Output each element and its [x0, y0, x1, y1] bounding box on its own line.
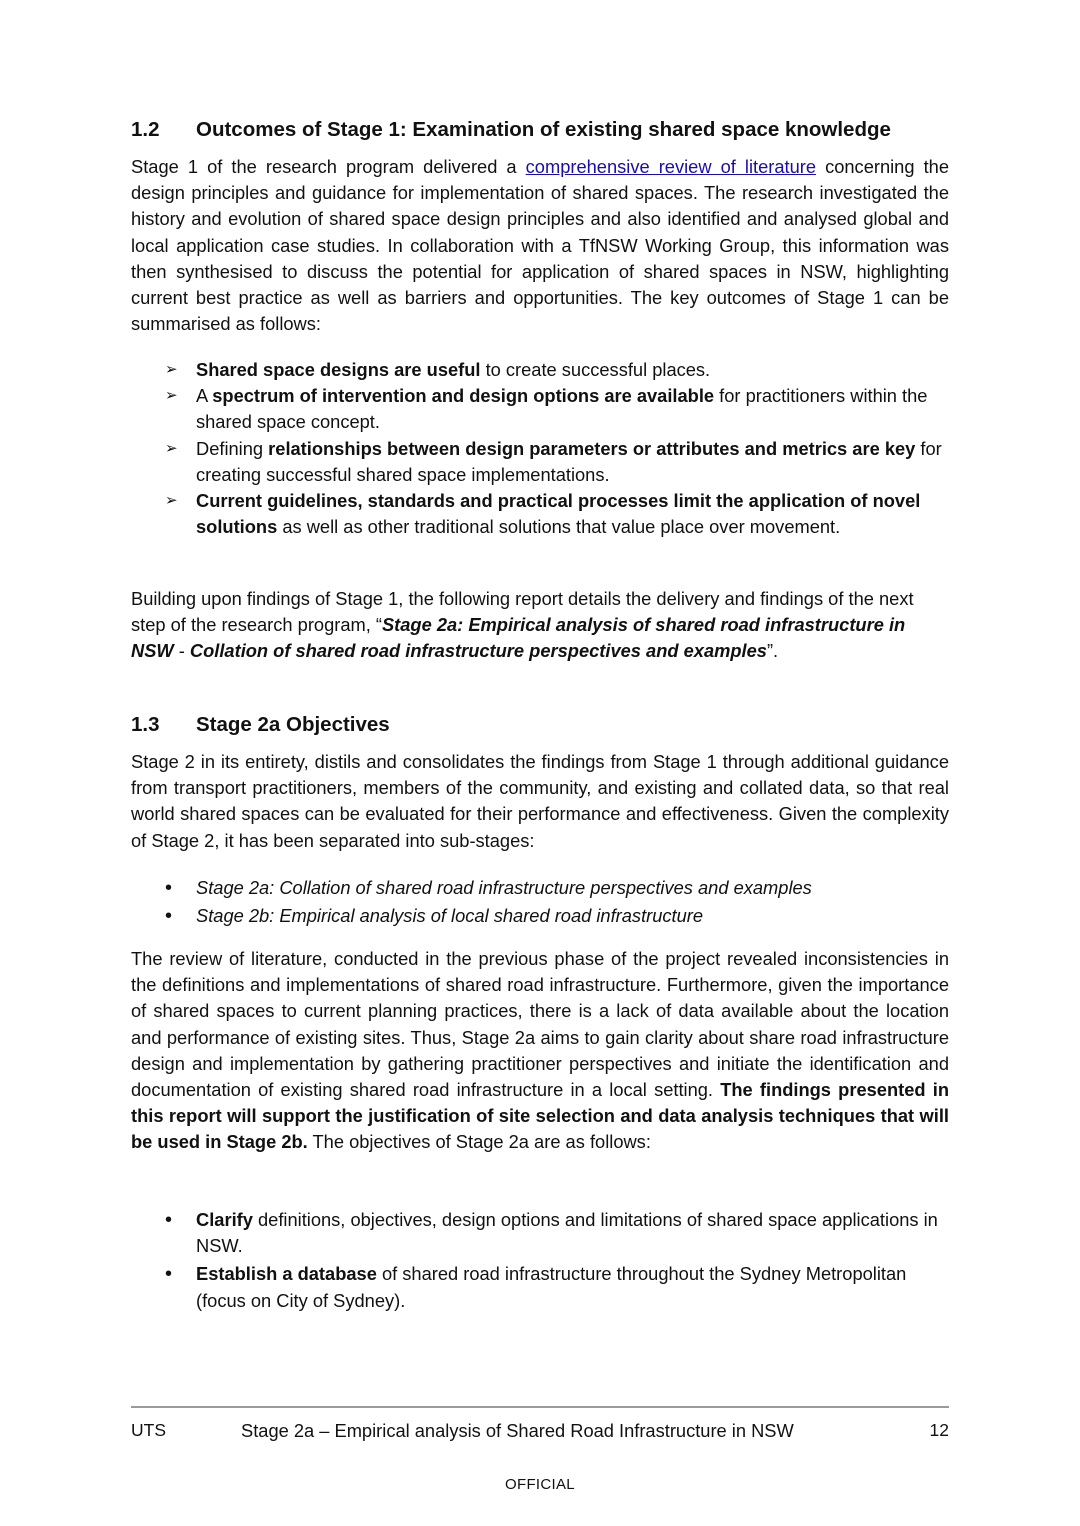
list-item: ➢ Current guidelines, standards and practical processes limit the application of novel solutions as well as other traditional solutions that value place over movement.	[165, 490, 921, 538]
section-number: 1.2	[131, 118, 160, 141]
footer-document-title: Stage 2a – Empirical analysis of Shared Road Infrastructure in NSW	[241, 1420, 794, 1441]
section-heading-1-2	[131, 116, 949, 144]
stage2a-intro-paragraph: Building upon findings of Stage 1, the following report details the delivery and findings of the next step of the research program, “Stage 2a: Empirical analysis of shared road infrastructure in NSW - Collation of shared road infrastructure perspectives and examples”.	[131, 588, 914, 662]
round-bullet-icon: •	[165, 1263, 173, 1286]
footer-divider	[131, 1406, 949, 1408]
list-item: ➢ Shared space designs are useful to create successful places.	[131, 357, 949, 383]
report-title-part-1: Stage 2a: Empirical analysis of shared road infrastructure in NSW	[131, 614, 906, 662]
round-bullet-icon: •	[165, 877, 173, 899]
list-item: • Stage 2a: Collation of shared road infrastructure perspectives and examples	[131, 874, 949, 902]
security-classification: OFFICIAL	[505, 1476, 575, 1493]
section-title: Stage 2a Objectives	[196, 713, 390, 736]
list-item: • Clarify definitions, objectives, design options and limitations of shared space applications in NSW.	[165, 1209, 938, 1257]
stage1-outcomes-list	[131, 357, 949, 540]
footer-organisation: UTS	[131, 1420, 166, 1440]
section-number: 1.3	[131, 713, 160, 736]
paragraph-text: concerning the design principles and guidance for implementation of shared spaces. The research investigated the history and evolution of shared space design principles and also identified and analysed global and local application case studies. In collaboration with a TfNSW Working Group, this information was then synthesised to discuss the potential for application of shared spaces in NSW, highlighting current best practice as well as barriers and opportunities. The key outcomes of Stage 1 can be summarised as follows:	[131, 156, 949, 335]
substages-list	[131, 874, 949, 930]
list-item: • Establish a database of shared road infrastructure throughout the Sydney Metropolitan (focus on City of Sydney).	[165, 1263, 907, 1311]
paragraph-text: Stage 1 of the research program delivered a	[131, 156, 526, 177]
section-1-2	[131, 116, 949, 144]
arrowhead-bullet-icon: ➢	[165, 387, 178, 405]
report-title-part-2: Collation of shared road infrastructure perspectives and examples	[189, 640, 767, 662]
objectives-list	[131, 1207, 949, 1314]
round-bullet-icon: •	[165, 1209, 173, 1231]
stage2a-rationale-paragraph: The review of literature, conducted in the previous phase of the project revealed inconsistencies in the definitions and implementations of shared road infrastructure. Furthermore, given the importance of shared spaces to current planning practices, there is a lack of data available about the location and performance of existing sites. Thus, Stage 2a aims to gain clarity about share road infrastructure design and implementation by gathering practitioner perspectives and initiate the identification and documentation of existing shared road infrastructure in a local setting. The findings presented in this report will support the justification of site selection and data analysis techniques that will be used in Stage 2b. The objectives of Stage 2a are as follows:	[131, 948, 949, 1153]
literature-review-link[interactable]: comprehensive review of literature	[525, 156, 817, 177]
stage2-overview-paragraph: Stage 2 in its entirety, distils and consolidates the findings from Stage 1 through additional guidance from transport practitioners, members of the community, and existing and collated data, so that real world shared spaces can be evaluated for their performance and effectiveness. Given the complexity of Stage 2, it has been separated into sub-stages:	[131, 751, 949, 851]
list-item: ➢ A spectrum of intervention and design options are available for practitioners within the shared space concept.	[165, 385, 928, 433]
arrowhead-bullet-icon: ➢	[165, 492, 178, 510]
arrowhead-bullet-icon: ➢	[165, 439, 178, 457]
arrowhead-bullet-icon: ➢	[165, 361, 178, 378]
stage1-summary-paragraph	[131, 154, 949, 337]
list-item: • Stage 2b: Empirical analysis of local shared road infrastructure	[131, 902, 949, 930]
page-number: 12	[929, 1420, 949, 1440]
section-title: Outcomes of Stage 1: Examination of existing shared space knowledge	[196, 118, 891, 141]
section-1-3	[131, 711, 949, 739]
list-item: ➢ Defining relationships between design parameters or attributes and metrics are key for creating successful shared space implementations.	[165, 437, 942, 485]
round-bullet-icon: •	[165, 905, 173, 927]
section-heading-1-3	[131, 711, 949, 739]
